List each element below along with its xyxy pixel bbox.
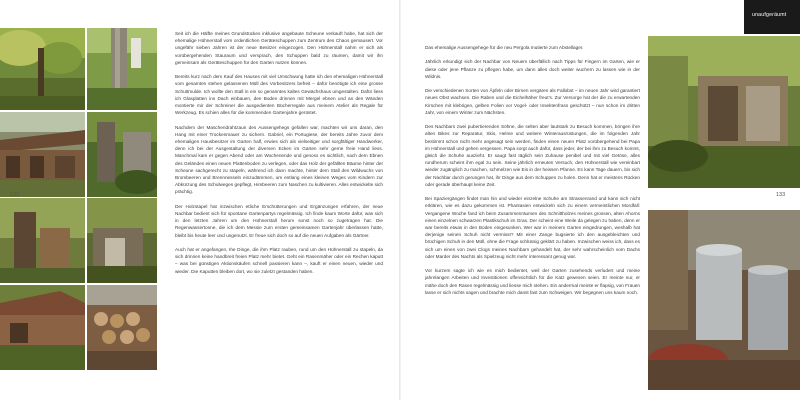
plant-icon (87, 112, 157, 197)
tree-trunk-photo (87, 28, 157, 110)
wood-icon (87, 285, 157, 370)
paragraph: Jährlich erkundigt sich der Nachbar von Neuem überfällich nach Tipps für Fingern im Garten, wie er diese oder jene Pflanze zu pflegen habe, um dann alles doch weiter wuchern zu lassen wie in der Wildnis. (425, 59, 640, 79)
garden-clutter-photo (648, 36, 800, 188)
page-number-right: 133 (776, 192, 786, 198)
bin-icon (648, 210, 800, 390)
page-gutter (399, 0, 401, 400)
tree-icon (87, 28, 157, 110)
overgrown-garden-photo (87, 112, 157, 197)
clutter-icon (87, 198, 157, 283)
paragraph: Bei Spaziergängen findet man hin und wieder einzelne Schuhe am Strassenrand und kann sich nicht erklären, wie es dazu gekommen ist. Phantasien entwickeln sich zu einem vermeintlichen Mordfall: Vergangene Woche fand ich beim Zusammenräumen des Schnittholzes meines grossen, alten Ahorns einen einzelnen schwarzen Plastikschuh im Gras. Der scheint eine Weile da gelegen zu haben, denn er war bereits etwas in den Boden eingesunken. Wer war in meinem Garten eingedrungen, weshalb hat derjenige seinen Schuh nicht vermisst? Mit einer Zange bugsierte ich den ausgebleichten und brüchigen Schuh in den Müll, ohne die Frage schlüssig geklärt zu haben. Inzwischen weiss ich, dass es sich um einen von zwei Clogs meines Nachbarn gehandelt hat, der sehr wahrscheinlich vom Dachs oder Marder des Nachts als Spielzeug nicht mehr interessant genug war. (425, 196, 640, 259)
woodpile-photo (0, 285, 85, 370)
clutter-icon (648, 36, 800, 188)
garden-shed-photo (0, 112, 85, 197)
paragraph: Vor kurzem sagte ich wie es mich bedientet, weil der Garten zusehends verludert und meine jahrelangen Arbeiten und Investitionen offensichtlich für die Katz gewesen seien. Er meinte nur, er mähe doch den Rasen regelmässig und liesse mich stehen. Ein andermal meinte er flapsig, von Frauen lasse er sich nichts sagen und brachte mich damit fast zum Schweigen. Wir begegnen uns kaum noch. (425, 268, 640, 295)
paragraph: Bereits kurz nach dem Kauf des Hauses mit viel Umschwung hatte ich den ehemaligen Hühnerstall vom gesamten stehen gelassenen Müll des Vorbesitzers befreit – dafür benötigte ich eine grosse Schuttmulde. Ich wollte den Stall in ein so genanntes kaltes Gewächshaus umgestalten. Dafür liess ich Glasplatten ins Dach einbauen, den Boden drinnen mit Mergel ebnen und an den Wänden montierte mir der Schreiner die ausgedienten Bücherregale aus meinem Atelier als Regale für Werkzeug. Es schien alles für die kommenden Gartenjahre gerüstet. (175, 74, 383, 116)
tree-icon (0, 28, 85, 110)
paragraph: Das ehemalige Aussengehege für die neu Pergola mutierte zum Abstellager. (425, 45, 584, 50)
paragraph: Die verschiedenen Sorten von Äpfeln oder Birnen vergären als Fallobst – im neuen Jahr wird garantiert neues Obst wachsen. Die Raben und die Eichelhäher freut's. Zur Versorge hat der die zu erwartenden Kirschen mit klebrigen, gelben Folien vor Vogel- oder Insektenfrass geschützt – nun schon im dritten Jahr, von einem Winter zum Nächsten. (425, 88, 640, 115)
metal-bins-photo (648, 210, 800, 390)
shed-icon (0, 285, 85, 370)
sunlit-tree-photo (0, 28, 85, 110)
section-label: unaufgeräumt (752, 12, 787, 18)
page-number-left: 132 (10, 192, 20, 198)
garden-clutter-photo (87, 198, 157, 283)
shed-icon (0, 112, 85, 197)
woodpile-photo (87, 285, 157, 370)
paragraph: Seit ich die Hälfte meines Grundstückes inklusive angebaute Scheune verkauft habe, hat sich der ehemalige Hühnerstall vom ordentlichen Geräteschuppen zum Zentrum des Chaos gemausert. Vor ungefähr sieben Jahren ist der neue Besitzer eingezogen. Den Hühnerstall nahm er sich als vorübergehenden Stauraum und versprach, den Schuppen bald zu räumen, damit wir ihn gemeinsam als Geräteschuppen für den Garten nutzen können. (175, 31, 383, 65)
right-text-column (425, 44, 640, 303)
woodpile-photo (0, 198, 85, 283)
paragraph: Nachdem der Maschendrahtzaun des Aussengehegs gefallen war, machten wir uns daran, den Hang mit einer Trockenmauer zu sichern. Gabriel, ein Portugiese, der bereits Jahre zuvor dem ehemaligen Hausbesitzer im Garten half, erwies sich als vielseitiger und sorgfältiger Handwerker, denn ich bei der Ausgestaltung der diversen Ecken im Garten sehr gerne freie Hand liess. Manchmal kam er gegen Abend oder am Wochenende und genoss es sichtlich, nach dem Ebnen des Geländes einen neuen Plattenboden zu verlegen, oder das Holz der gefällten Bäume hinter der Scheune sachgerecht zu stapeln, während ich dann machte, hinter dem Stall den Wildwuchs von Brombeeren und Brennnesseln einzudämmen, um entlang eines kleinen Weges vom Kindern zur Abkürzung des Schulweges gepflegt, Himbeeren zum Naschen zu kultivieren. Alles entwickelte sich prächtig. (175, 124, 383, 195)
paragraph: Der Holzstapel hat inzwischen etliche Erschütterungen und Ergänzungen erfahren, der neue Nachbar bedient sich für spontane Gartenpartys regelmässig. Ich finde kaum Worte dafür, was sich in den letzten Jahren um den Hühnerstall herum sonst noch so zugetragen hat. Die Regenwassertonne, die ich dem Messie zum ersten gemeinsamen Gartenjahr überlassen hatte, bleibt bis heute leer und ungenutzt. Er freue sich doch so auf die neuen Aufgaben als Gärtner. (175, 203, 383, 238)
wood-icon (0, 198, 85, 283)
paragraph: Des Nachbars zwei pubertierenden Söhne, die selten aber lautstark zu Besuch kommen, bringen ihre alten Bikes zur Reparatur, Skis, Helme und weitere Winterausrüstungen, die im folgenden Jahr bestimmt schon nicht mehr angesagt sein werden, finden einen neuen Platz vorübergehend bei Papa im Hühnerstall und gehen vergessen. Papa sorgt auch dafür, dass jeder, der bei ihm zu Besuch kommt, gleich die Schuhe auszieht. Er saugt fast täglich sein Zuhause penibel und mit viel Getöse, alles rundherum scheint ihm egal zu sein. Seine jährlich erneuten Versuch, den Hühnerstall wie vereinbart wieder zugänglich zu machen, schmelzen wie Eis in der heissen Pfanne. Es kann Tage dauern, bis sich der Nachbar durch gerungen hat, ihr Dinge aus dem Schuppen zu holen. Denn hat er meistens Rücken oder gerade überhaupt keine Zeit. (425, 124, 640, 187)
left-text-column (175, 30, 383, 282)
paragraph: Auch hat er angefangen, Ihe Dinge, die ihm Platz rauben, rund um den Hühnerstall zu stapeln, da sich drinnen keine handbreit freien Platz mehr bietet. Geht ein Rasenmäher oder ein Rechen kaputt – was bei günstigen Aktionskäufen schnell passieren kann –, kauft er einen neuen, wieder und wieder. Die Kaputten bleiben dort, wo sie zuletzt gestanden haben. (175, 247, 383, 274)
